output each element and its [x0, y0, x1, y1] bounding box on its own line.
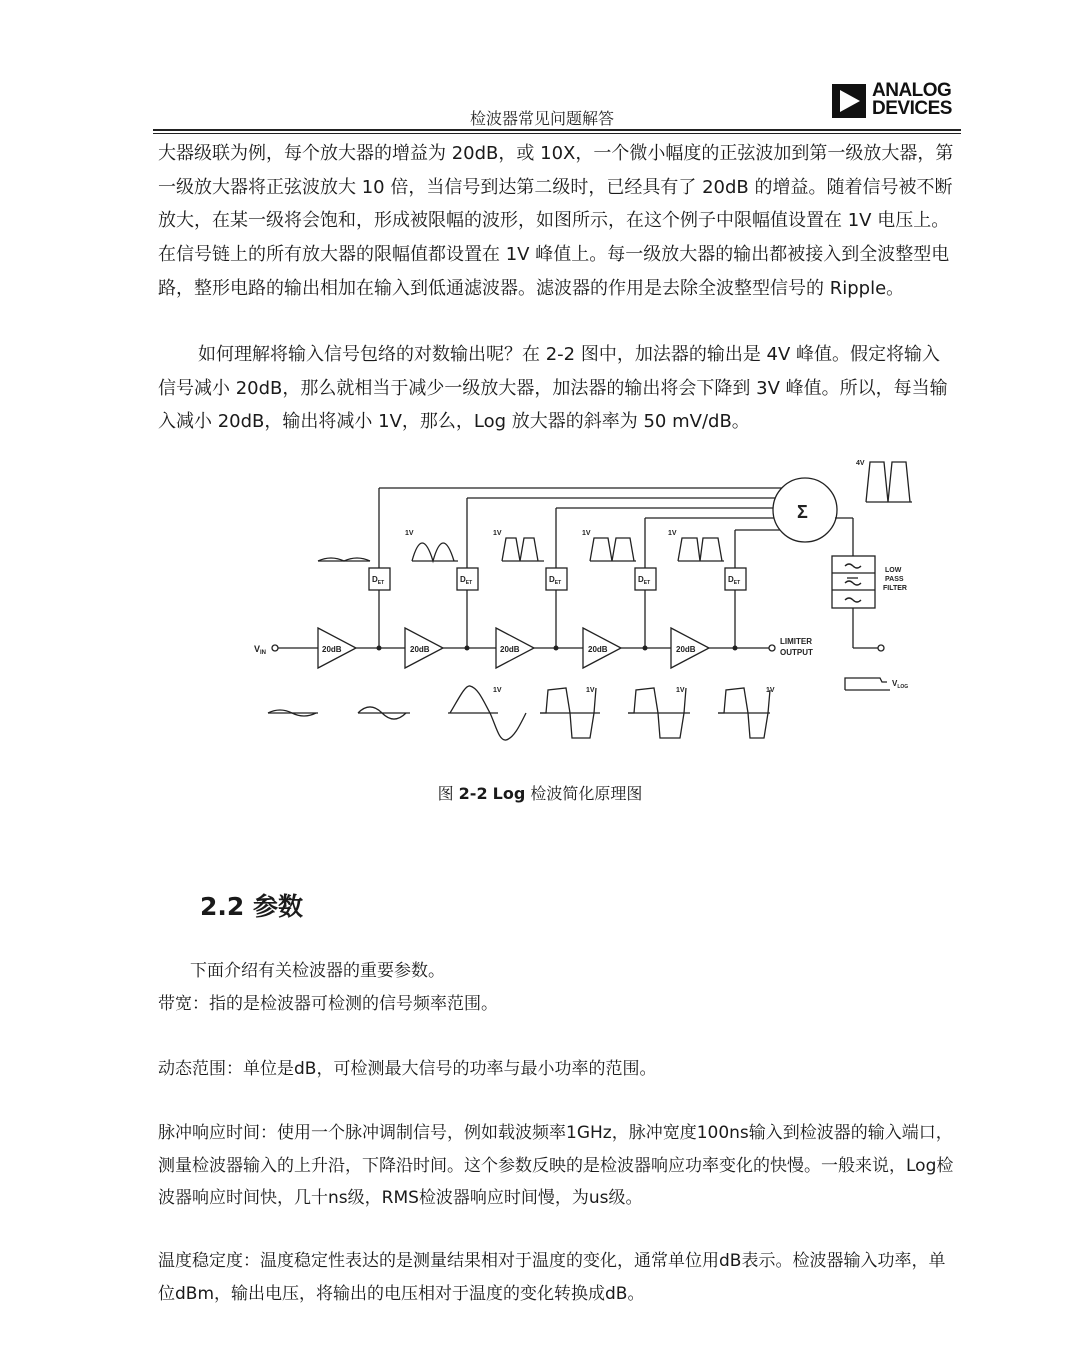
param-dynamic-range: 动态范围：单位是dB，可检测最大信号的功率与最小功率的范围。	[158, 1059, 657, 1079]
analog-devices-triangle-icon	[832, 84, 866, 118]
amp-stage-4	[583, 628, 621, 668]
amp-3-gain: 20dB	[500, 645, 520, 654]
amp-1-gain: 20dB	[322, 645, 342, 654]
detector-1	[369, 488, 390, 648]
det-3-1v-label: 1V	[493, 530, 502, 537]
detector-4	[635, 518, 656, 648]
figure-caption	[0, 781, 1080, 804]
param-bandwidth: 带宽：指的是检波器可检测的信号频率范围。	[158, 994, 498, 1014]
lpf-label-1: LOW	[885, 567, 902, 574]
caption-log: Log	[492, 784, 526, 803]
caption-prefix: 图	[437, 784, 459, 803]
detector-2	[457, 498, 478, 648]
param-pulse-response: 脉冲响应时间：使用一个脉冲调制信号，例如载波频率1GHz，脉冲宽度100ns输入到检波器的输入端口，测量检波器输入的上升沿，下降沿时间。这个参数反映的是检波器响应功率变化的快慢。一般来说，Log检波器响应时间快，几十ns级，RMS检波器响应时间慢，为us级。	[158, 1123, 954, 1208]
amp-waveform-1	[268, 710, 318, 716]
section-title: 2.2 参数	[200, 892, 303, 921]
amp-6-1v-label: 1V	[766, 687, 775, 694]
summer-block	[773, 478, 837, 542]
vlog-label: $V_{LOG}$	[892, 679, 909, 690]
lpf-label-3: FILTER	[883, 585, 907, 592]
amp-waveform-6	[718, 687, 775, 738]
det-4-1v-label: 1V	[582, 530, 591, 537]
detector-5-label: $D_{ET}$	[728, 575, 741, 586]
level-4v-label: 4V	[856, 460, 865, 467]
amp-2-gain: 20dB	[410, 645, 430, 654]
amp-waveform-4	[540, 687, 600, 738]
lpf-label-2: PASS	[885, 576, 904, 583]
det-waveform-4	[582, 530, 636, 561]
detector-1-label: $D_{ET}$	[372, 575, 385, 586]
det-waveform-3	[493, 530, 544, 561]
summer-output-waveform	[856, 460, 912, 502]
amp-waveform-5	[628, 687, 690, 738]
detector-4-label: $D_{ET}$	[638, 575, 651, 586]
header-rule-thin	[153, 133, 961, 134]
detector-3	[546, 508, 567, 648]
amp-stage-1	[318, 628, 356, 668]
header-rule-thick	[153, 129, 961, 131]
det-waveform-5	[668, 530, 724, 561]
amp-waveform-2	[358, 707, 410, 719]
amp-stage-5	[671, 628, 709, 668]
logo-line-1: ANALOG	[872, 80, 952, 101]
amp-stage-2	[405, 628, 443, 668]
vlog-waveform	[845, 678, 908, 690]
amp-3-1v-label: 1V	[493, 687, 502, 694]
det-2-1v-label: 1V	[405, 530, 414, 537]
vin-label: $V_{IN}$	[254, 644, 267, 656]
page-header-title: 检波器常见问题解答	[470, 109, 615, 128]
limiter-output-label-2: OUTPUT	[780, 648, 813, 657]
logo-wordmark	[872, 82, 952, 118]
vlog-terminal	[878, 645, 884, 651]
paragraph-log-output: 如何理解将输入信号包络的对数输出呢？在 2-2 图中，加法器的输出是 4V 峰值。假定将输入信号减小 20dB，那么就相当于减少一级放大器，加法器的输出将会下降到 3V 峰值。所以，每当输入减小 20dB，输出将减小 1V，那么，Log 放大器的斜率为 50 mV/dB。	[158, 344, 948, 433]
detector-3-label: $D_{ET}$	[549, 575, 562, 586]
caption-number: 2-2	[458, 784, 488, 803]
det-waveform-2	[405, 530, 458, 561]
amp-4-gain: 20dB	[588, 645, 608, 654]
paragraph-amplifier-cascade: 大器级联为例，每个放大器的增益为 20dB，或 10X，一个微小幅度的正弦波加到第一级放大器，第一级放大器将正弦波放大 10 倍，当信号到达第二级时，已经具有了 20dB 的增益。随着信号被不断放大，在某一级将会饱和，形成被限幅的波形，如图所示，在这个例子中限幅值设置在 1V 电压上。在信号链上的所有放大器的限幅值都设置在 1V 峰值上。每一级放大器的输出都被接入到全波整型电路，整形电路的输出相加在输入到低通滤波器。滤波器的作用是去除全波整型信号的 Ripple。	[158, 143, 954, 299]
section-intro: 下面介绍有关检波器的重要参数。	[190, 961, 445, 981]
caption-rest: 检波简化原理图	[525, 784, 643, 803]
det-5-1v-label: 1V	[668, 530, 677, 537]
param-temperature-stability: 温度稳定度：温度稳定性表达的是测量结果相对于温度的变化，通常单位用dB表示。检波器输入功率，单位dBm，输出电压，将输出的电压相对于温度的变化转换成dB。	[158, 1251, 946, 1304]
amp-stage-3	[496, 628, 534, 668]
low-pass-filter	[832, 556, 907, 608]
detector-2-label: $D_{ET}$	[460, 575, 473, 586]
summer-sigma: Σ	[797, 502, 808, 522]
amp-5-1v-label: 1V	[676, 687, 685, 694]
log-detector-diagram	[240, 448, 940, 748]
amp-waveform-3	[448, 686, 526, 740]
det-waveform-1	[318, 558, 370, 561]
amp-4-1v-label: 1V	[586, 687, 595, 694]
vin-terminal	[272, 645, 278, 651]
limiter-output-label-1: LIMITER	[780, 637, 812, 646]
limiter-output-terminal	[769, 645, 775, 651]
amp-5-gain: 20dB	[676, 645, 696, 654]
logo-line-2: DEVICES	[872, 98, 952, 119]
detector-5	[725, 530, 746, 648]
analog-devices-logo	[832, 82, 962, 124]
